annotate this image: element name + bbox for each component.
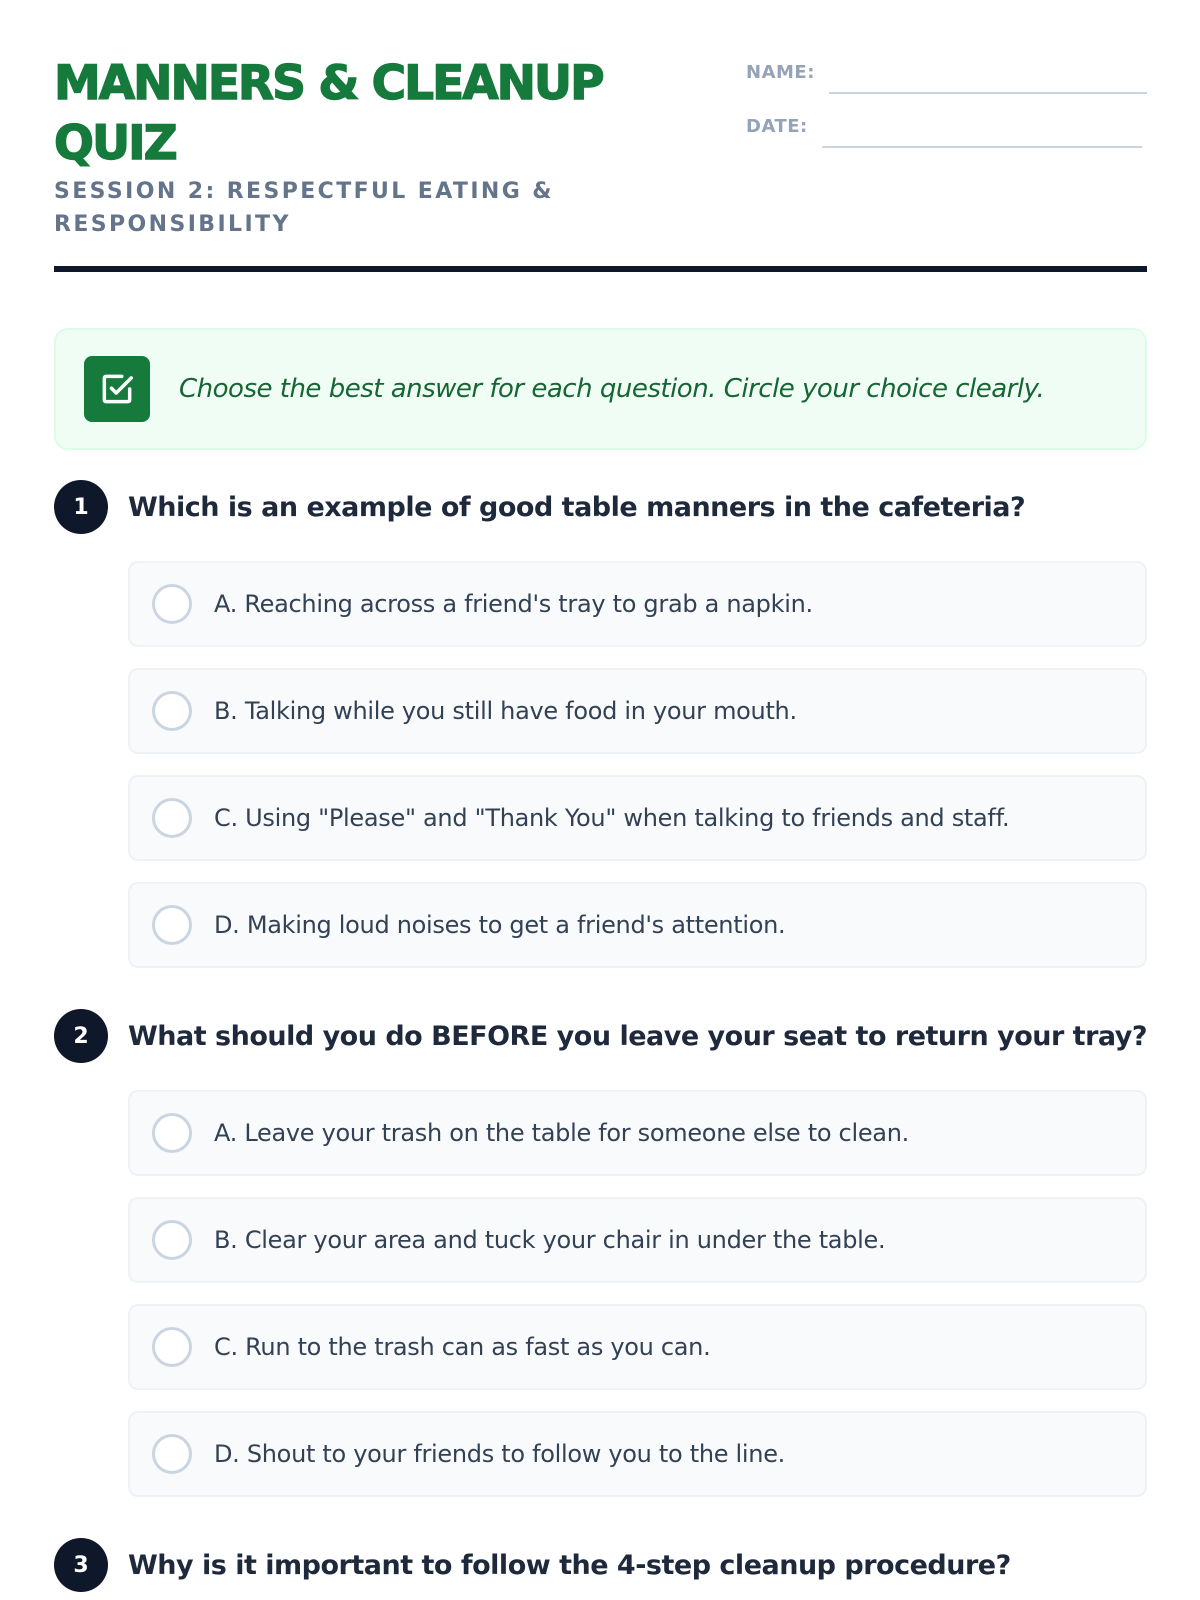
answer-option[interactable] <box>128 882 1147 968</box>
answer-option-label: D. Making loud noises to get a friend's attention. <box>214 911 786 939</box>
question-header <box>54 1009 1147 1063</box>
question-1 <box>54 480 1147 989</box>
question-number-badge: 2 <box>54 1009 108 1063</box>
radio-circle-icon[interactable] <box>152 1327 192 1367</box>
question-text: Why is it important to follow the 4-step cleanup procedure? <box>128 1549 1011 1581</box>
page-title: MANNERS & CLEANUP QUIZ <box>54 56 603 171</box>
radio-circle-icon[interactable] <box>152 1113 192 1153</box>
question-2 <box>54 1009 1147 1518</box>
answer-option[interactable] <box>128 1411 1147 1497</box>
header-divider <box>54 266 1147 272</box>
date-field[interactable] <box>746 112 1142 142</box>
name-line[interactable] <box>829 92 1147 94</box>
answer-option-label: A. Leave your trash on the table for someone else to clean. <box>214 1119 909 1147</box>
question-number-badge: 3 <box>54 1538 108 1592</box>
answer-option-label: B. Clear your area and tuck your chair in under the table. <box>214 1226 886 1254</box>
question-3 <box>54 1538 1147 1592</box>
radio-circle-icon[interactable] <box>152 691 192 731</box>
question-number-badge: 1 <box>54 480 108 534</box>
page-subtitle: SESSION 2: RESPECTFUL EATING & RESPONSIBILITY <box>54 179 554 237</box>
answer-option[interactable] <box>128 1304 1147 1390</box>
header <box>54 0 1147 275</box>
quiz-page <box>54 0 1148 1581</box>
checkbox-icon <box>84 356 150 422</box>
radio-circle-icon[interactable] <box>152 798 192 838</box>
question-header <box>54 1538 1147 1592</box>
date-line[interactable] <box>822 146 1142 148</box>
instructions-text: Choose the best answer for each question. Circle your choice clearly. <box>179 374 1045 404</box>
radio-circle-icon[interactable] <box>152 584 192 624</box>
answer-option[interactable] <box>128 668 1147 754</box>
question-header <box>54 480 1147 534</box>
answer-option[interactable] <box>128 561 1147 647</box>
answer-option-label: B. Talking while you still have food in your mouth. <box>214 697 797 725</box>
name-field[interactable] <box>746 58 1147 88</box>
radio-circle-icon[interactable] <box>152 1220 192 1260</box>
answer-options <box>128 1090 1147 1497</box>
question-text: Which is an example of good table manners in the cafeteria? <box>128 491 1026 523</box>
question-text: What should you do BEFORE you leave your seat to return your tray? <box>128 1020 1148 1052</box>
answer-options <box>128 561 1147 968</box>
answer-option[interactable] <box>128 1090 1147 1176</box>
answer-option-label: A. Reaching across a friend's tray to grab a napkin. <box>214 590 813 618</box>
answer-option-label: C. Using "Please" and "Thank You" when talking to friends and staff. <box>214 804 1010 832</box>
answer-option[interactable] <box>128 775 1147 861</box>
answer-option-label: C. Run to the trash can as fast as you can. <box>214 1333 711 1361</box>
name-label: NAME: <box>746 62 815 83</box>
answer-option-label: D. Shout to your friends to follow you to the line. <box>214 1440 786 1468</box>
instructions-box <box>54 328 1147 450</box>
radio-circle-icon[interactable] <box>152 905 192 945</box>
radio-circle-icon[interactable] <box>152 1434 192 1474</box>
answer-option[interactable] <box>128 1197 1147 1283</box>
date-label: DATE: <box>746 116 808 137</box>
